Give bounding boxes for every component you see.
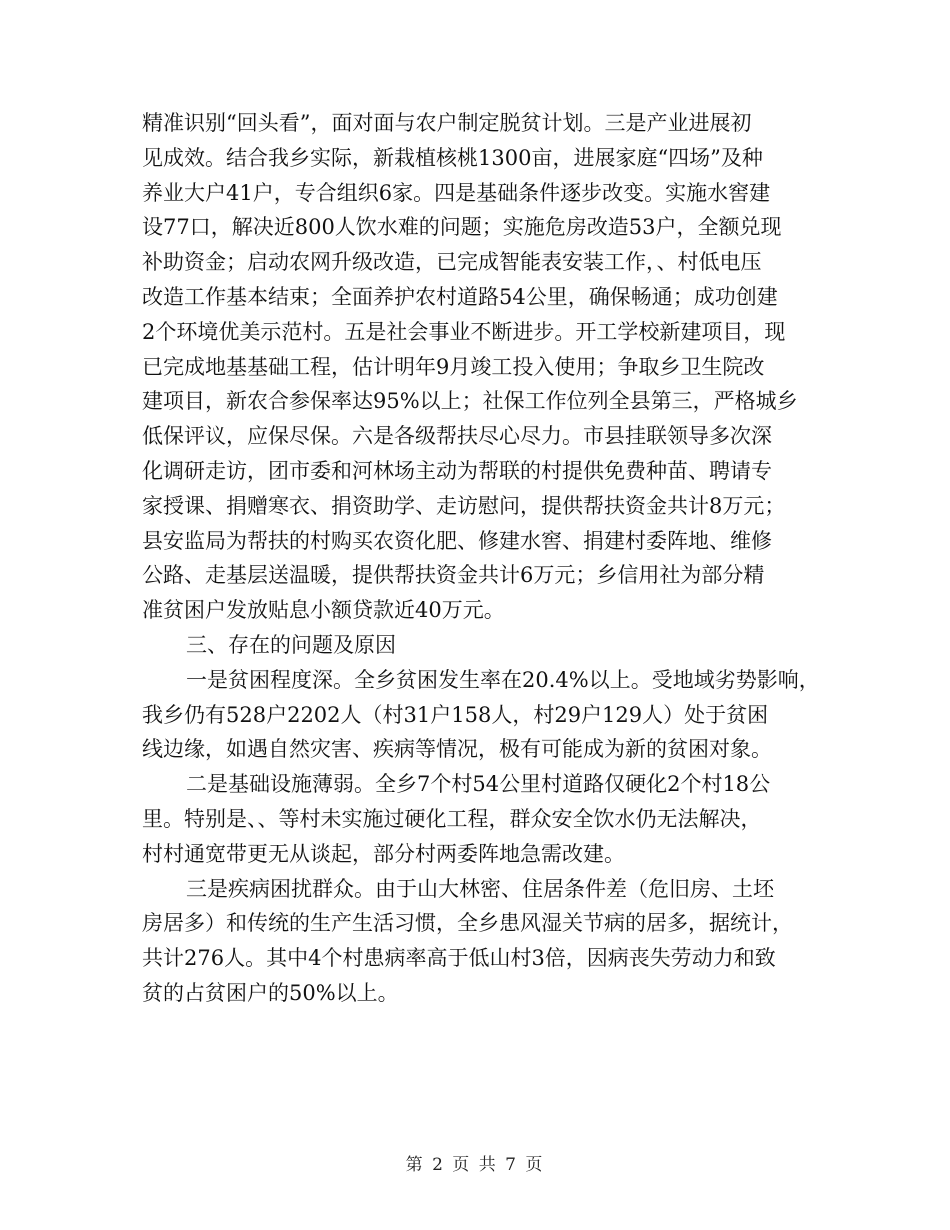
text-line: 村村通宽带更无从谈起，部分村两委阵地急需改建。 bbox=[142, 841, 625, 866]
text-line: 二是基础设施薄弱。全乡7个村54公里村道路仅硬化2个村18公 bbox=[186, 772, 771, 797]
text-line: 我乡仍有528户2202人（村31户158人，村29户129人）处于贫困 bbox=[142, 702, 769, 727]
text-line: 贫的占贫困户的50%以上。 bbox=[142, 980, 399, 1005]
text-line: 已完成地基基础工程，估计明年9月竣工投入使用；争取乡卫生院改 bbox=[142, 354, 765, 379]
text-line: 设77口，解决近800人饮水难的问题；实施危房改造53户，全额兑现 bbox=[142, 215, 782, 240]
body-text bbox=[142, 106, 832, 1011]
text-line: 准贫困户发放贴息小额贷款近40万元。 bbox=[142, 598, 505, 623]
text-line: 养业大户41户，专合组织6家。四是基础条件逐步改变。实施水窖建 bbox=[142, 180, 771, 205]
text-line: 三是疾病困扰群众。由于山大林密、住居条件差（危旧房、土坯 bbox=[186, 876, 774, 901]
text-line: 共计276人。其中4个村患病率高于低山村3倍，因病丧失劳动力和致 bbox=[142, 946, 776, 971]
text-line: 里。特别是、、等村未实施过硬化工程，群众安全饮水仍无法解决， bbox=[142, 806, 762, 831]
text-line: 一是贫困程度深。全乡贫困发生率在20.4%以上。受地域劣势影响， bbox=[186, 667, 820, 692]
text-line: 精准识别“回头看”，面对面与农户制定脱贫计划。三是产业进展初 bbox=[142, 111, 752, 135]
text-line: 见成效。结合我乡实际，新栽植核桃1300亩，进展家庭“四场”及种 bbox=[142, 145, 763, 170]
text-line: 线边缘，如遇自然灾害、疾病等情况，极有可能成为新的贫困对象。 bbox=[142, 737, 772, 762]
text-line: 房居多）和传统的生产生活习惯，全乡患风湿关节病的居多，据统计， bbox=[142, 911, 793, 936]
text-line: 补助资金；启动农网升级改造，已完成智能表安装工作，、村低电压 bbox=[142, 250, 762, 275]
text-line: 低保评议，应保尽保。六是各级帮扶尽心尽力。市县挂联领导多次深 bbox=[142, 424, 772, 449]
section-heading: 三、存在的问题及原因 bbox=[186, 632, 396, 657]
text-line: 公路、走基层送温暖，提供帮扶资金共计6万元；乡信用社为部分精 bbox=[142, 563, 765, 588]
text-line: 县安监局为帮扶的村购买农资化肥、修建水窖、捐建村委阵地、维修 bbox=[142, 528, 772, 553]
page-number-footer: 第 2 页 共 7 页 bbox=[405, 1155, 545, 1175]
text-line: 2个环境优美示范村。五是社会事业不断进步。开工学校新建项目，现 bbox=[142, 319, 786, 344]
text-line: 改造工作基本结束；全面养护农村道路54公里，确保畅通；成功创建 bbox=[142, 284, 778, 309]
text-line: 家授课、捐赠寒衣、捐资助学、走访慰问，提供帮扶资金共计8万元； bbox=[142, 493, 786, 518]
text-line: 建项目，新农合参保率达95%以上；社保工作位列全县第三，严格城乡 bbox=[142, 389, 798, 414]
text-line: 化调研走访，团市委和河林场主动为帮联的村提供免费种苗、聘请专 bbox=[142, 458, 772, 483]
